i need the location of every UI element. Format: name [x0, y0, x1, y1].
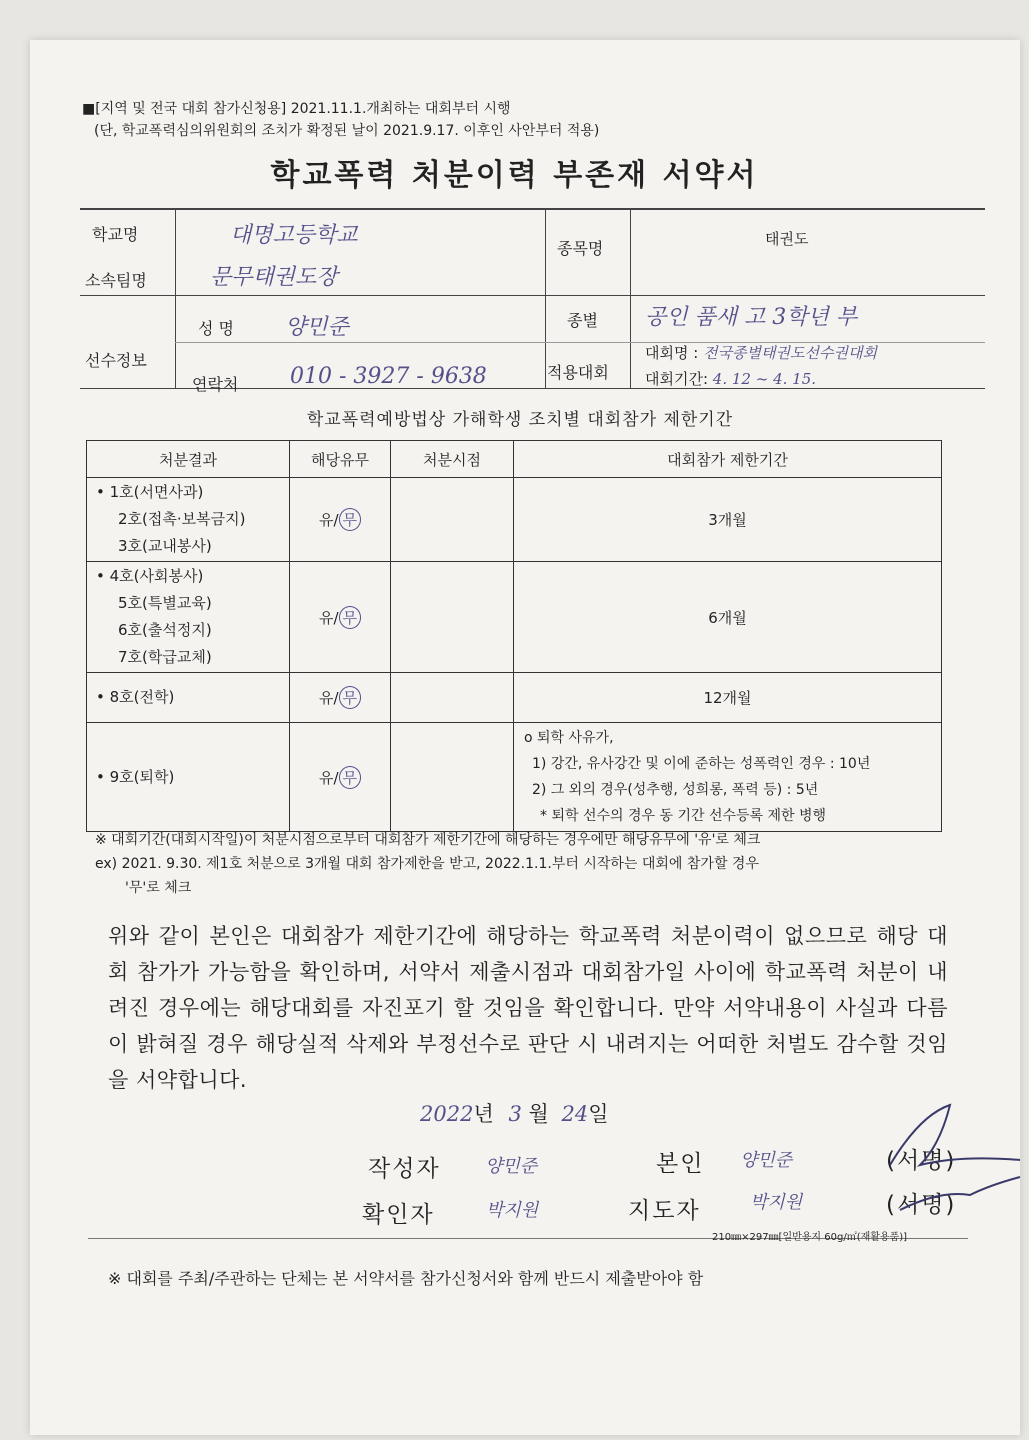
- disposition-date-cell[interactable]: [391, 723, 514, 832]
- yes-option: 유/: [318, 768, 339, 787]
- instructor-signature: 박지원: [750, 1192, 803, 1213]
- subtitle: 학교폭력예방법상 가해학생 조치별 대회참가 제한기간: [306, 410, 734, 430]
- info-section: [80, 200, 985, 410]
- sign-label-1: (서명): [886, 1148, 957, 1174]
- date-month: 3: [508, 1102, 522, 1126]
- reason-line: * 퇴학 선수의 경우 동 기간 선수등록 제한 병행: [540, 808, 827, 824]
- writer-label: 작성자: [368, 1156, 441, 1182]
- disposition-cell: [87, 723, 290, 832]
- disposition-item: • 1호(서면사과): [96, 483, 204, 501]
- header-cell: 해당유무: [290, 441, 391, 478]
- disposition-item: 6호(출석정지): [118, 621, 212, 639]
- writer-signature: 양민준: [485, 1156, 538, 1177]
- document-title: 학교폭력 처분이력 부존재 서약서: [270, 158, 759, 193]
- date-month-suffix: 월: [528, 1102, 549, 1126]
- confirmer-signature: 박지원: [486, 1200, 539, 1221]
- paper-spec: 210㎜×297㎜[일반용지 60g/㎡(재활용품)]: [712, 1232, 908, 1243]
- table-row: [87, 723, 942, 832]
- name-value: 양민준: [285, 315, 349, 340]
- team-label: 소속팀명: [85, 271, 147, 290]
- yes-no-cell[interactable]: [290, 723, 391, 832]
- expulsion-reason-cell: [514, 723, 942, 832]
- reason-line: 2) 그 외의 경우(성추행, 성희롱, 폭력 등) : 5년: [532, 782, 819, 798]
- yes-option: 유/: [318, 608, 339, 627]
- period-cell: 3개월: [514, 478, 942, 562]
- disposition-item: 3호(교내봉사): [118, 537, 212, 555]
- competition-name-label: 대회명 :: [645, 344, 699, 362]
- bottom-note: ※ 대회를 주최/주관하는 단체는 본 서약서를 참가신청서와 함께 반드시 제출받아야 함: [108, 1269, 704, 1288]
- header-line-2: (단, 학교폭력심의위원회의 조치가 확정된 날이 2021.9.17. 이후인 사안부터 적용): [94, 123, 600, 139]
- disposition-date-cell[interactable]: [391, 562, 514, 673]
- disposition-cell: [87, 673, 290, 723]
- header-line-1: ■[지역 및 전국 대회 참가신청용] 2021.11.1.개최하는 대회부터 시행: [82, 101, 511, 117]
- yes-no-cell[interactable]: [290, 673, 391, 723]
- category-label: 종별: [567, 311, 598, 330]
- name-label: 성 명: [198, 319, 234, 338]
- note-2: ex) 2021. 9.30. 제1호 처분으로 3개월 대회 참가제한을 받고, 2022.1.1.부터 시작하는 대회에 참가할 경우: [95, 856, 759, 872]
- header-cell: 처분시점: [391, 441, 514, 478]
- yes-option: 유/: [318, 689, 339, 707]
- self-label: 본인: [656, 1151, 705, 1177]
- event-value: 태권도: [765, 230, 809, 248]
- disposition-date-cell[interactable]: [391, 478, 514, 562]
- competition-period-row: [645, 368, 816, 389]
- yes-option: 유/: [318, 511, 339, 529]
- disposition-cell: [87, 478, 290, 562]
- disposition-item: • 4호(사회봉사): [96, 567, 204, 585]
- school-value: 대명고등학교: [230, 223, 358, 248]
- date-day: 24: [561, 1102, 589, 1126]
- table-row: [87, 673, 942, 723]
- disposition-item: • 8호(전학): [96, 688, 175, 706]
- table-header-row: [87, 441, 942, 478]
- disposition-item: 5호(특별교육): [118, 594, 212, 612]
- competition-name-value: 전국종별태권도선수권대회: [703, 344, 877, 362]
- note-1: ※ 대회기간(대회시작일)이 처분시점으로부터 대회참가 제한기간에 해당하는 경우에만 해당유무에 '유'로 체크: [95, 832, 761, 848]
- contact-value: 010 - 3927 - 9638: [290, 364, 487, 389]
- date-day-suffix: 일: [588, 1102, 609, 1126]
- instructor-label: 지도자: [628, 1198, 701, 1224]
- no-option-circled: 무: [339, 508, 362, 531]
- category-value: 공인 품새 고 3학년 부: [645, 305, 857, 330]
- sign-label-2: (서명): [886, 1192, 957, 1218]
- signature-stroke-icon: [880, 1095, 1029, 1225]
- note-3: '무'로 체크: [125, 880, 192, 896]
- header-cell: 대회참가 제한기간: [514, 441, 942, 478]
- no-option-circled: 무: [339, 606, 362, 629]
- yes-no-cell[interactable]: [290, 478, 391, 562]
- period-cell: 6개월: [514, 562, 942, 673]
- competition-period-label: 대회기간:: [645, 370, 709, 388]
- no-option-circled: 무: [339, 686, 362, 709]
- header-note: [82, 98, 599, 142]
- player-info-label: 선수정보: [85, 351, 147, 370]
- pledge-text: 위와 같이 본인은 대회참가 제한기간에 해당하는 학교폭력 처분이력이 없으므로 해당 대회 참가가 가능함을 확인하며, 서약서 제출시점과 대회참가일 사이에 학교폭력 처분이 내려진 경우에는 해당대회를 자진포기 할 것임을 확인합니다. 만약 서약내용이 사실과 다름이 밝혀질 경우 해당실적 삭제와 부정선수로 판단 시 내려지는 어떠한 처벌도 감수할 것임을 서약합니다.: [108, 924, 948, 1092]
- table-row: [87, 562, 942, 673]
- date-year-suffix: 년: [473, 1102, 494, 1126]
- reason-line: 1) 강간, 유사강간 및 이에 준하는 성폭력인 경우 : 10년: [532, 756, 871, 772]
- header-cell: 처분결과: [87, 441, 290, 478]
- period-cell: 12개월: [514, 673, 942, 723]
- contact-label: 연락처: [192, 375, 239, 394]
- disposition-item: 2호(접촉·보복금지): [118, 510, 246, 528]
- reason-line: o 퇴학 사유가,: [524, 730, 614, 746]
- team-value: 문무태권도장: [210, 265, 338, 290]
- date: [420, 1098, 609, 1128]
- disposition-item: 7호(학급교체): [118, 648, 212, 666]
- school-label: 학교명: [92, 225, 139, 244]
- disposition-cell: [87, 562, 290, 673]
- self-signature: 양민준: [740, 1150, 793, 1171]
- yes-no-cell[interactable]: [290, 562, 391, 673]
- competition-period-value: 4. 12 ~ 4. 15.: [712, 370, 817, 388]
- no-option-circled: 무: [339, 766, 362, 789]
- confirmer-label: 확인자: [362, 1202, 435, 1228]
- table-row: [87, 478, 942, 562]
- competition-name-row: [645, 342, 877, 363]
- event-label: 종목명: [557, 239, 604, 258]
- competition-label: 적용대회: [547, 363, 609, 382]
- disposition-date-cell[interactable]: [391, 673, 514, 723]
- disposition-item: • 9호(퇴학): [96, 767, 175, 786]
- restriction-table: [86, 440, 942, 832]
- date-year: 2022: [420, 1102, 474, 1126]
